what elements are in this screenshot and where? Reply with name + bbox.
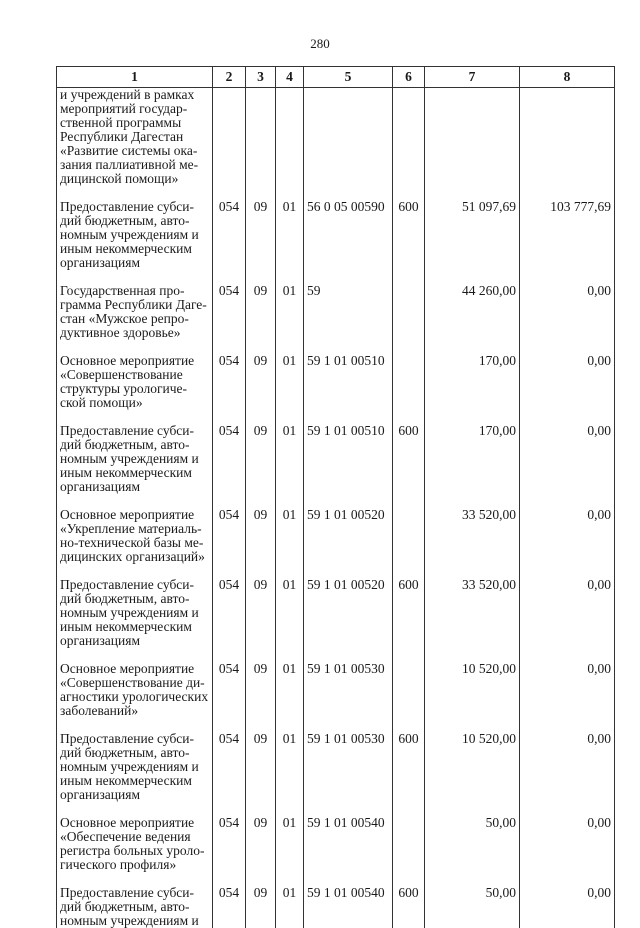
spacer-cell <box>276 270 304 284</box>
spacer-cell <box>393 340 425 354</box>
spacer-cell <box>304 186 393 200</box>
spacer-cell <box>425 186 520 200</box>
row-spacer <box>57 340 615 354</box>
spacer-cell <box>425 410 520 424</box>
cell-section: 09 <box>246 354 276 410</box>
spacer-cell <box>304 564 393 578</box>
spacer-cell <box>393 802 425 816</box>
header-col-6: 6 <box>393 67 425 88</box>
cell-target-item: 56 0 05 00590 <box>304 200 393 270</box>
spacer-cell <box>246 718 276 732</box>
row-spacer <box>57 270 615 284</box>
cell-target-item: 59 1 01 00520 <box>304 578 393 648</box>
table-row <box>57 354 615 410</box>
cell-admin-code: 054 <box>213 508 246 564</box>
spacer-cell <box>246 648 276 662</box>
spacer-cell <box>57 718 213 732</box>
spacer-cell <box>520 186 615 200</box>
cell-section: 09 <box>246 200 276 270</box>
cell-description <box>57 354 213 410</box>
spacer-cell <box>276 648 304 662</box>
spacer-cell <box>304 340 393 354</box>
description-line: организациям <box>60 256 209 270</box>
cell-admin-code: 054 <box>213 354 246 410</box>
description-line: дицинских организаций» <box>60 550 209 564</box>
spacer-cell <box>393 494 425 508</box>
spacer-cell <box>393 186 425 200</box>
table-row <box>57 816 615 872</box>
spacer-cell <box>425 340 520 354</box>
cell-amount-year1: 170,00 <box>425 354 520 410</box>
cell-description <box>57 886 213 928</box>
description-line: организациям <box>60 788 209 802</box>
cell-admin-code: 054 <box>213 816 246 872</box>
row-spacer <box>57 648 615 662</box>
page-number: 280 <box>0 36 640 52</box>
spacer-cell <box>246 186 276 200</box>
description-line: иным некоммерческим <box>60 620 209 634</box>
cell-amount-year2: 0,00 <box>520 662 615 718</box>
cell-description <box>57 578 213 648</box>
description-line: номным учреждениям и <box>60 914 209 928</box>
spacer-cell <box>304 648 393 662</box>
cell-target-item <box>304 88 393 187</box>
cell-section: 09 <box>246 886 276 928</box>
cell-target-item: 59 1 01 00530 <box>304 732 393 802</box>
budget-table <box>56 66 615 928</box>
cell-amount-year2: 0,00 <box>520 424 615 494</box>
description-line: регистра больных уроло- <box>60 844 209 858</box>
row-spacer <box>57 564 615 578</box>
description-line: дий бюджетным, авто- <box>60 746 209 760</box>
description-line: дицинской помощи» <box>60 172 209 186</box>
spacer-cell <box>304 872 393 886</box>
cell-subsection: 01 <box>276 354 304 410</box>
spacer-cell <box>213 410 246 424</box>
spacer-cell <box>520 494 615 508</box>
spacer-cell <box>213 494 246 508</box>
description-line: «Совершенствование <box>60 368 209 382</box>
cell-amount-year2: 103 777,69 <box>520 200 615 270</box>
cell-amount-year1: 170,00 <box>425 424 520 494</box>
cell-target-item: 59 1 01 00540 <box>304 816 393 872</box>
spacer-cell <box>304 270 393 284</box>
cell-target-item: 59 <box>304 284 393 340</box>
description-line: Предоставление субси- <box>60 732 209 746</box>
header-row <box>57 67 615 88</box>
spacer-cell <box>57 186 213 200</box>
cell-amount-year1: 10 520,00 <box>425 732 520 802</box>
spacer-cell <box>425 802 520 816</box>
spacer-cell <box>57 802 213 816</box>
row-spacer <box>57 718 615 732</box>
cell-subsection: 01 <box>276 732 304 802</box>
cell-expense-type: 600 <box>393 578 425 648</box>
cell-expense-type <box>393 354 425 410</box>
description-line: дий бюджетным, авто- <box>60 214 209 228</box>
cell-admin-code: 054 <box>213 284 246 340</box>
row-spacer <box>57 872 615 886</box>
cell-expense-type: 600 <box>393 732 425 802</box>
spacer-cell <box>246 494 276 508</box>
description-line: Основное мероприятие <box>60 508 209 522</box>
description-line: организациям <box>60 480 209 494</box>
description-line: ственной программы <box>60 116 209 130</box>
description-line: Основное мероприятие <box>60 816 209 830</box>
spacer-cell <box>393 718 425 732</box>
description-line: иным некоммерческим <box>60 466 209 480</box>
cell-amount-year1: 50,00 <box>425 816 520 872</box>
cell-amount-year2: 0,00 <box>520 284 615 340</box>
row-spacer <box>57 494 615 508</box>
spacer-cell <box>520 340 615 354</box>
spacer-cell <box>304 494 393 508</box>
header-col-4: 4 <box>276 67 304 88</box>
row-spacer <box>57 802 615 816</box>
description-line: номным учреждениям и <box>60 606 209 620</box>
cell-subsection <box>276 88 304 187</box>
spacer-cell <box>393 410 425 424</box>
spacer-cell <box>57 410 213 424</box>
cell-admin-code <box>213 88 246 187</box>
cell-description <box>57 284 213 340</box>
cell-section: 09 <box>246 508 276 564</box>
spacer-cell <box>393 872 425 886</box>
spacer-cell <box>246 802 276 816</box>
table-row <box>57 662 615 718</box>
description-line: Республики Дагестан <box>60 130 209 144</box>
cell-description <box>57 88 213 187</box>
spacer-cell <box>57 494 213 508</box>
description-line: номным учреждениям и <box>60 760 209 774</box>
description-line: дий бюджетным, авто- <box>60 900 209 914</box>
cell-expense-type <box>393 508 425 564</box>
spacer-cell <box>246 270 276 284</box>
spacer-cell <box>304 410 393 424</box>
cell-amount-year2: 0,00 <box>520 732 615 802</box>
description-line: мероприятий государ- <box>60 102 209 116</box>
cell-expense-type <box>393 284 425 340</box>
description-line: Предоставление субси- <box>60 886 209 900</box>
spacer-cell <box>520 802 615 816</box>
cell-description <box>57 662 213 718</box>
description-line: и учреждений в рамках <box>60 88 209 102</box>
header-col-1: 1 <box>57 67 213 88</box>
spacer-cell <box>425 718 520 732</box>
cell-amount-year2 <box>520 88 615 187</box>
spacer-cell <box>246 410 276 424</box>
header-col-2: 2 <box>213 67 246 88</box>
description-line: дуктивное здоровье» <box>60 326 209 340</box>
spacer-cell <box>276 410 304 424</box>
cell-amount-year1 <box>425 88 520 187</box>
spacer-cell <box>276 564 304 578</box>
table-row <box>57 88 615 187</box>
spacer-cell <box>57 564 213 578</box>
spacer-cell <box>425 648 520 662</box>
cell-amount-year1: 50,00 <box>425 886 520 928</box>
cell-admin-code: 054 <box>213 886 246 928</box>
spacer-cell <box>213 648 246 662</box>
spacer-cell <box>213 718 246 732</box>
table-row <box>57 508 615 564</box>
cell-admin-code: 054 <box>213 732 246 802</box>
description-line: Основное мероприятие <box>60 662 209 676</box>
description-line: но-технической базы ме- <box>60 536 209 550</box>
description-line: номным учреждениям и <box>60 452 209 466</box>
cell-description <box>57 816 213 872</box>
row-spacer <box>57 186 615 200</box>
spacer-cell <box>304 718 393 732</box>
cell-expense-type <box>393 88 425 187</box>
spacer-cell <box>57 872 213 886</box>
description-line: «Укрепление материаль- <box>60 522 209 536</box>
cell-amount-year2: 0,00 <box>520 508 615 564</box>
cell-section: 09 <box>246 732 276 802</box>
spacer-cell <box>276 802 304 816</box>
description-line: организациям <box>60 634 209 648</box>
description-line: Основное мероприятие <box>60 354 209 368</box>
spacer-cell <box>393 270 425 284</box>
description-line: ской помощи» <box>60 396 209 410</box>
description-line: «Совершенствование ди- <box>60 676 209 690</box>
cell-amount-year1: 33 520,00 <box>425 508 520 564</box>
cell-subsection: 01 <box>276 886 304 928</box>
description-line: структуры урологиче- <box>60 382 209 396</box>
header-col-8: 8 <box>520 67 615 88</box>
cell-subsection: 01 <box>276 424 304 494</box>
cell-section: 09 <box>246 284 276 340</box>
spacer-cell <box>276 494 304 508</box>
cell-subsection: 01 <box>276 508 304 564</box>
description-line: «Обеспечение ведения <box>60 830 209 844</box>
cell-subsection: 01 <box>276 578 304 648</box>
table-row <box>57 578 615 648</box>
cell-expense-type: 600 <box>393 200 425 270</box>
cell-expense-type <box>393 816 425 872</box>
cell-amount-year1: 44 260,00 <box>425 284 520 340</box>
description-line: зания паллиативной ме- <box>60 158 209 172</box>
description-line: иным некоммерческим <box>60 242 209 256</box>
cell-target-item: 59 1 01 00520 <box>304 508 393 564</box>
spacer-cell <box>213 802 246 816</box>
spacer-cell <box>425 270 520 284</box>
cell-section: 09 <box>246 424 276 494</box>
table-row <box>57 424 615 494</box>
spacer-cell <box>213 564 246 578</box>
header-col-3: 3 <box>246 67 276 88</box>
cell-admin-code: 054 <box>213 424 246 494</box>
table-row <box>57 284 615 340</box>
description-line: иным некоммерческим <box>60 774 209 788</box>
spacer-cell <box>276 186 304 200</box>
cell-target-item: 59 1 01 00510 <box>304 424 393 494</box>
description-line: гического профиля» <box>60 858 209 872</box>
description-line: стан «Мужское репро- <box>60 312 209 326</box>
cell-description <box>57 424 213 494</box>
cell-section: 09 <box>246 816 276 872</box>
row-spacer <box>57 410 615 424</box>
cell-target-item: 59 1 01 00530 <box>304 662 393 718</box>
cell-expense-type: 600 <box>393 886 425 928</box>
description-line: Предоставление субси- <box>60 200 209 214</box>
cell-subsection: 01 <box>276 662 304 718</box>
spacer-cell <box>57 340 213 354</box>
spacer-cell <box>393 564 425 578</box>
spacer-cell <box>276 718 304 732</box>
spacer-cell <box>246 872 276 886</box>
spacer-cell <box>425 494 520 508</box>
table-row <box>57 200 615 270</box>
description-line: Государственная про- <box>60 284 209 298</box>
cell-amount-year1: 33 520,00 <box>425 578 520 648</box>
cell-admin-code: 054 <box>213 578 246 648</box>
spacer-cell <box>393 648 425 662</box>
description-line: дий бюджетным, авто- <box>60 592 209 606</box>
description-line: «Развитие системы ока- <box>60 144 209 158</box>
cell-subsection: 01 <box>276 200 304 270</box>
cell-amount-year1: 51 097,69 <box>425 200 520 270</box>
cell-target-item: 59 1 01 00510 <box>304 354 393 410</box>
cell-section <box>246 88 276 187</box>
table-body <box>57 88 615 928</box>
cell-subsection: 01 <box>276 284 304 340</box>
cell-amount-year2: 0,00 <box>520 816 615 872</box>
description-line: Предоставление субси- <box>60 424 209 438</box>
cell-amount-year2: 0,00 <box>520 886 615 928</box>
description-line: агностики урологических <box>60 690 209 704</box>
spacer-cell <box>520 410 615 424</box>
cell-admin-code: 054 <box>213 662 246 718</box>
cell-description <box>57 732 213 802</box>
header-col-7: 7 <box>425 67 520 88</box>
cell-admin-code: 054 <box>213 200 246 270</box>
description-line: номным учреждениям и <box>60 228 209 242</box>
cell-description <box>57 200 213 270</box>
spacer-cell <box>520 564 615 578</box>
spacer-cell <box>520 270 615 284</box>
spacer-cell <box>425 564 520 578</box>
table-row <box>57 732 615 802</box>
spacer-cell <box>213 270 246 284</box>
description-line: Предоставление субси- <box>60 578 209 592</box>
cell-amount-year2: 0,00 <box>520 354 615 410</box>
description-line: дий бюджетным, авто- <box>60 438 209 452</box>
spacer-cell <box>520 648 615 662</box>
spacer-cell <box>276 872 304 886</box>
description-line: заболеваний» <box>60 704 209 718</box>
cell-description <box>57 508 213 564</box>
spacer-cell <box>246 564 276 578</box>
table-row <box>57 886 615 928</box>
cell-expense-type: 600 <box>393 424 425 494</box>
spacer-cell <box>304 802 393 816</box>
cell-expense-type <box>393 662 425 718</box>
description-line: грамма Республики Даге- <box>60 298 209 312</box>
cell-subsection: 01 <box>276 816 304 872</box>
header-col-5: 5 <box>304 67 393 88</box>
cell-section: 09 <box>246 578 276 648</box>
cell-target-item: 59 1 01 00540 <box>304 886 393 928</box>
spacer-cell <box>57 648 213 662</box>
spacer-cell <box>520 718 615 732</box>
cell-section: 09 <box>246 662 276 718</box>
spacer-cell <box>213 872 246 886</box>
spacer-cell <box>520 872 615 886</box>
cell-amount-year2: 0,00 <box>520 578 615 648</box>
spacer-cell <box>213 340 246 354</box>
cell-amount-year1: 10 520,00 <box>425 662 520 718</box>
spacer-cell <box>246 340 276 354</box>
spacer-cell <box>57 270 213 284</box>
spacer-cell <box>425 872 520 886</box>
spacer-cell <box>213 186 246 200</box>
spacer-cell <box>276 340 304 354</box>
